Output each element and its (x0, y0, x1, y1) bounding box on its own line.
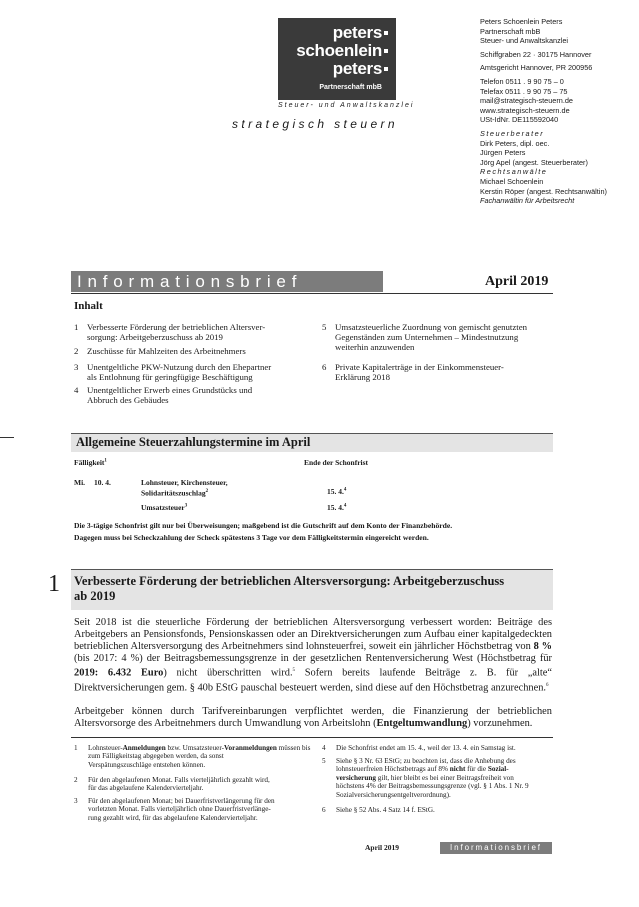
text: für die (465, 765, 488, 774)
due-column-header (74, 458, 107, 467)
toc-text: Unentgeltlicher Erwerb eines Grundstücks und (87, 385, 253, 395)
firm-address: Schiffgraben 22 · 30175 Hannover (480, 49, 592, 59)
toc-text: weiterhin anzuwenden (335, 342, 415, 353)
firm-phone: Telefon 0511 . 9 90 75 – 0 (480, 76, 564, 86)
text: ) vorzunehmen. (467, 718, 533, 730)
text: gilt, hier bleibt es bei einer Beitragsfreiheit von (375, 773, 514, 782)
toc-number: 1 (74, 322, 79, 332)
footnote-number: 3 (74, 797, 78, 805)
body-paragraph (74, 617, 552, 695)
text: für das abgelaufene Kalendervierteljahr. (88, 784, 204, 793)
firm-court: Amtsgericht Hannover, PR 200956 (480, 63, 593, 73)
toc-text: Erklärung 2018 (335, 372, 390, 383)
footnote-ref: 5 (292, 668, 296, 674)
text: Für den abgelaufenen Monat; bei Dauerfristverlängerung für den (88, 797, 275, 805)
text: Verspätungszuschläge entstehen können. (88, 760, 206, 769)
footnote-number: 4 (322, 744, 326, 752)
footnote-ref: 4 (343, 503, 347, 509)
text: Die Schonfrist endet am 15. 4., weil der 13. 4. ein Samstag ist. (336, 744, 516, 752)
text: vorletzten Monat. Falls vierteljährlich ohne Dauerfristverlänge- (88, 805, 271, 814)
firm-name: Peters Schoenlein Peters (480, 17, 563, 26)
toc-text: sorgung: Arbeitgeberzuschuss ab 2019 (87, 332, 223, 343)
firm-website-link[interactable]: www.strategisch-steuern.de (480, 105, 570, 115)
lawyer-name: Kerstin Röper (angest. Rechtsanwältin) (480, 186, 607, 196)
footnote-divider (71, 737, 553, 738)
section-number: 1 (48, 571, 60, 597)
footnote-ref: 2 (205, 489, 209, 494)
toc-text: Verbesserte Förderung der betrieblichen Altersver- (87, 322, 266, 332)
section-title-line: Verbesserte Förderung der betrieblichen Altersversorgung: Arbeitgeberzuschuss (74, 574, 505, 588)
grace-date: 15. 4. (327, 487, 344, 496)
text: Lohnsteuer- (88, 744, 123, 752)
footnote-ref: 1 (104, 458, 107, 464)
toc-text: Zuschüsse für Mahlzeiten des Arbeitnehmers (87, 346, 246, 356)
logo-dot (384, 67, 388, 71)
text: Arbeitgeber können durch Tarifvereinbarungen verpflichtet werden, die Finanzierung der betrieblichen Altersvorsorge des Arbeitnehmers durch Umwandlung von Arbeitslohn ( (74, 706, 552, 730)
toc-text: als Entlohnung für geringfügige Beschäftigung (87, 372, 253, 383)
toc-text: Unentgeltliche PKW-Nutzung durch den Ehepartner (87, 362, 272, 372)
newsletter-banner: Informationsbrief (71, 271, 383, 292)
issue-date: April 2019 (485, 274, 549, 289)
toc-text: Gegenständen zum Unternehmen – Mindestnutzung (335, 332, 519, 343)
text-bold: nicht (449, 765, 466, 774)
firm-legal-form: Partnerschaft mbB (480, 26, 541, 36)
logo-line-3: peters (332, 59, 382, 78)
footnote-ref: 6 (546, 682, 549, 688)
due-day: Mi. (74, 478, 86, 487)
text: lohnsteuerfreien Höchstbetrags auf 8% (336, 765, 450, 774)
tax-type: Solidaritätszuschlag (141, 488, 206, 498)
firm-fax: Telefax 0511 . 9 90 75 – 75 (480, 86, 568, 96)
due-label: Fälligkeit (74, 458, 105, 467)
footnote-number: 2 (74, 776, 78, 784)
divider (71, 293, 553, 294)
grace-column-header: Ende der Schonfrist (304, 458, 369, 467)
tax-row-wage (141, 478, 228, 498)
section-title-line: ab 2019 (74, 589, 116, 603)
lawyer-specialty: Fachanwältin für Arbeitsrecht (480, 196, 575, 206)
logo-dot (384, 31, 388, 35)
tax-type: Umsatzsteuer (141, 503, 185, 512)
text-bold: 8 % (533, 641, 552, 653)
footer-date: April 2019 (365, 843, 399, 852)
text: Siehe § 52 Abs. 4 Satz 14 f. EStG. (336, 806, 435, 814)
advisor-name: Jürgen Peters (480, 148, 526, 158)
footnote-ref: 4 (343, 487, 347, 493)
logo-caption: Steuer- und Anwaltskanzlei (278, 102, 415, 109)
text: müssen bis zum Fälligkeitstag abgegeben werden, da sonst (88, 744, 311, 761)
tax-note (74, 520, 564, 544)
advisor-name: Jörg Apel (angest. Steuerberater) (480, 157, 588, 167)
grace-date: 15. 4. (327, 503, 344, 512)
text: bzw. Umsatzsteuer- (165, 744, 224, 752)
grace-end-vat (327, 503, 346, 512)
toc-heading: Inhalt (74, 300, 103, 312)
grace-end-wage (327, 487, 346, 496)
text-bold: Sozial- (487, 765, 509, 774)
logo-line-1: peters (332, 23, 382, 42)
fold-mark (0, 437, 14, 438)
firm-info (480, 17, 630, 206)
text: Für den abgelaufenen Monat. Falls vierteljährlich gezahlt wird, (88, 776, 270, 784)
toc-text: Umsatzsteuerliche Zuordnung von gemischt genutzten (335, 322, 528, 332)
logo-dot (384, 49, 388, 53)
tax-row-vat (141, 503, 187, 512)
lawyers-heading: Rechtsanwälte (480, 167, 548, 177)
tax-dates-title: Allgemeine Steuerzahlungstermine im April (76, 435, 311, 449)
footnote-number: 1 (74, 744, 78, 752)
lawyer-name: Michael Schoenlein (480, 176, 544, 186)
tagline: strategisch steuern (232, 117, 398, 131)
toc-number: 3 (74, 362, 79, 372)
tax-note-line: Dagegen muss bei Scheckzahlung der Scheck spätestens 3 Tage vor dem Fälligkeitstermin eingereicht werden. (74, 533, 429, 542)
toc-text: Private Kapitalerträge in der Einkommensteuer- (335, 362, 504, 372)
logo-line-2: schoenlein (296, 41, 382, 60)
toc-number: 4 (74, 385, 79, 395)
company-logo (278, 18, 396, 100)
footnote-number: 6 (322, 806, 326, 814)
section-title (74, 574, 549, 604)
footnote-number: 5 (322, 757, 326, 765)
tax-note-line: Die 3-tägige Schonfrist gilt nur bei Überweisungen; maßgebend ist die Gutschrift auf dem Konto der Finanzbehörde. (74, 521, 453, 530)
footnote-ref: 3 (184, 503, 188, 509)
text: Sozialversicherungsentgeltverordnung). (336, 790, 451, 799)
text: (bis 2017: 4 %) der Beitragsbemessungsgrenze in der gesetzlichen Rentenversicherung West (Höchstbetrag für (74, 653, 552, 665)
footer-label: Informationsbrief (440, 842, 552, 854)
advisor-name: Dirk Peters, dipl. oec. (480, 138, 550, 148)
text: rung gezahlt wird, für das abgelaufene Kalendervierteljahr. (88, 813, 258, 822)
text: Seit 2018 ist die steuerliche Förderung der betrieblichen Altersversorgung verbessert worden: Beiträge des Arbeitgebers an Pensionsfonds, Pensionskassen oder an Direktversicherungen zum Aufbau einer kapitalgedeckten betrieblichen Altersversorgung des Arbeitnehmers sind lohnsteuerfrei, soweit ein jährlicher Höchstbetrag von (74, 617, 552, 653)
text-bold: Anmeldungen (122, 744, 166, 752)
body-paragraph (74, 706, 552, 730)
text: ) nicht überschritten wird. (163, 667, 293, 679)
toc-number: 6 (322, 362, 327, 372)
firm-type: Steuer- und Anwaltskanzlei (480, 36, 569, 46)
text-bold: versicherung (336, 773, 376, 782)
text-bold: 2019: 6.432 Euro (74, 667, 164, 679)
advisors-heading: Steuerberater (480, 128, 545, 138)
text: Siehe § 3 Nr. 63 EStG; zu beachten ist, dass die Anhebung des (336, 757, 516, 765)
text-bold: Entgeltumwandlung (376, 718, 468, 730)
text-bold: Voranmeldungen (224, 744, 277, 752)
logo-subtitle: Partnerschaft mbB (319, 84, 382, 91)
firm-email-link[interactable]: mail@strategisch-steuern.de (480, 96, 573, 106)
tax-type: Lohnsteuer, Kirchensteuer, (141, 478, 228, 487)
toc-text: Abbruch des Gebäudes (87, 395, 169, 406)
toc-number: 5 (322, 322, 327, 332)
due-date: 10. 4. (94, 478, 111, 487)
text: höchstens 4% der Beitragsbemessungsgrenze (vgl. § 1 Abs. 1 Nr. 9 (336, 782, 529, 791)
toc-number: 2 (74, 346, 79, 356)
firm-vat-id: USt-IdNr. DE115592040 (480, 115, 559, 125)
text: Sofern bereits laufende Beiträge z. B. für „alte“ Direktversicherungen gem. § 40b EStG pauschal besteuert werden, sind diese auf den Höchstbetrag anzurechnen. (74, 667, 553, 694)
